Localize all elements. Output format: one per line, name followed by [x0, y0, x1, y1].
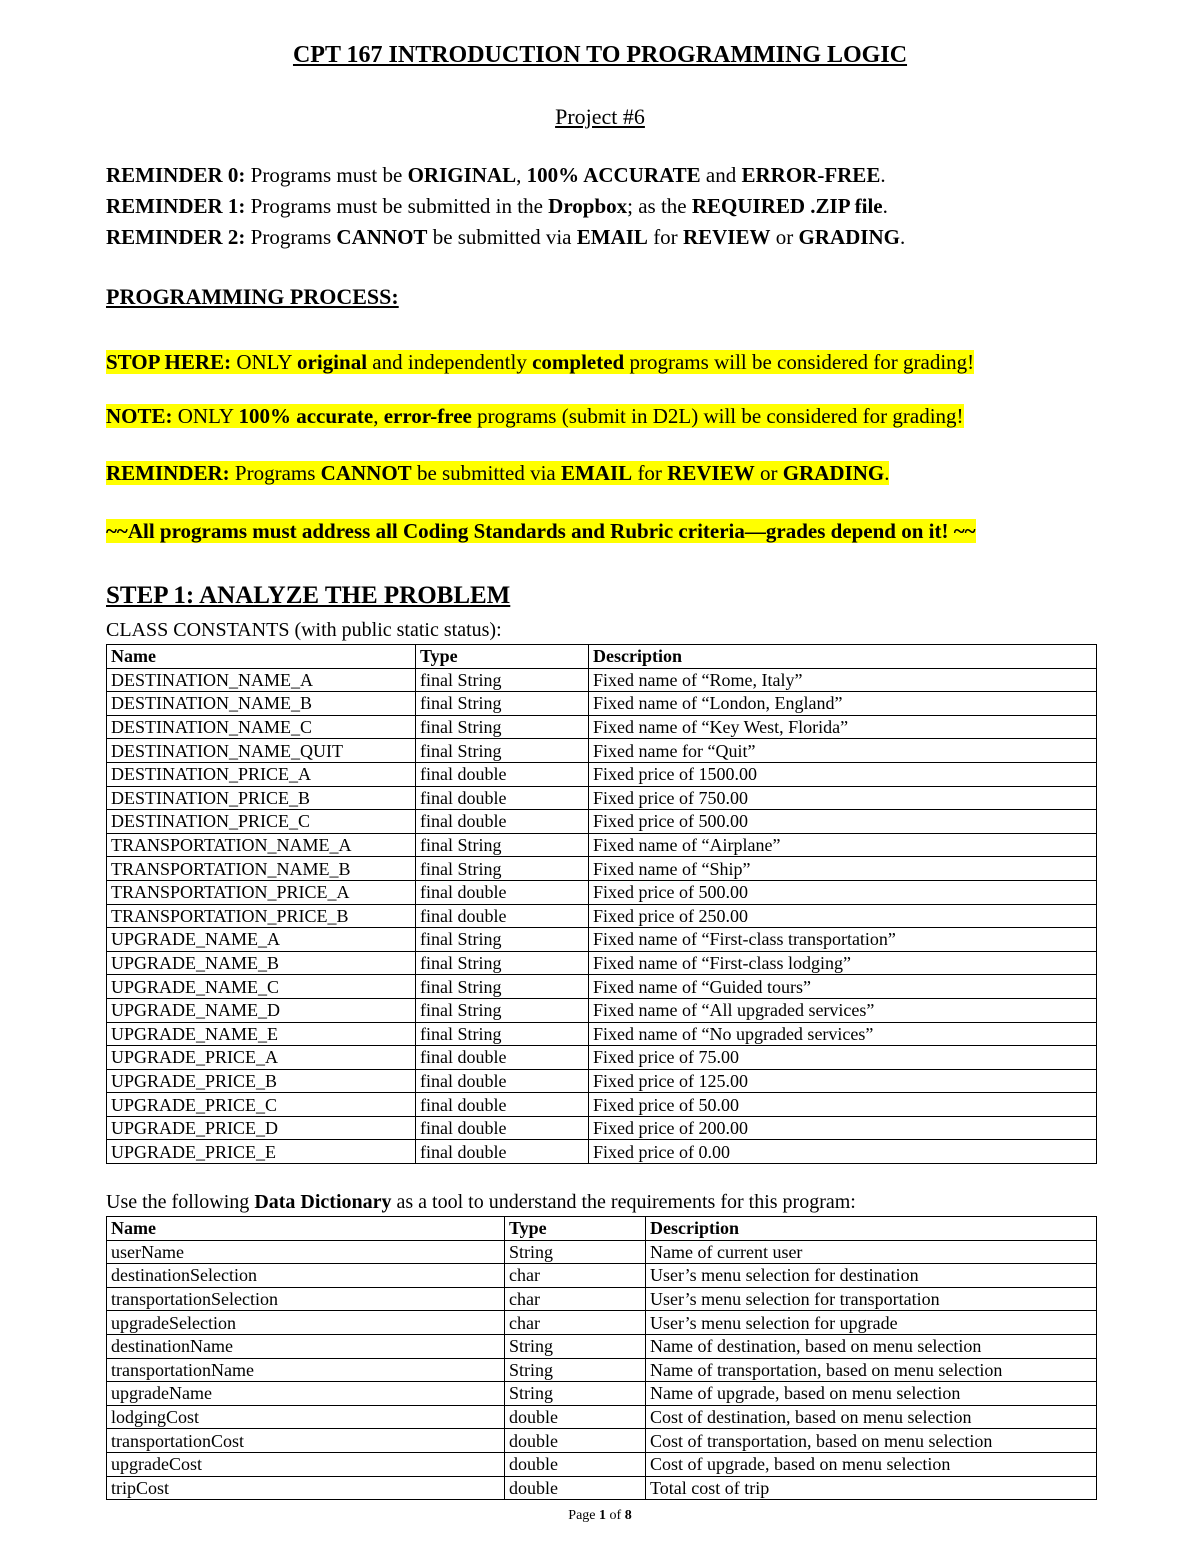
cell-description: Fixed price of 1500.00: [589, 762, 1097, 786]
cell-type: final double: [416, 1140, 589, 1164]
cell-description: Fixed price of 50.00: [589, 1093, 1097, 1117]
table-row: [107, 1358, 1097, 1382]
cell-type: double: [505, 1452, 646, 1476]
cell-name: UPGRADE_PRICE_D: [107, 1116, 416, 1140]
cell-description: User’s menu selection for destination: [646, 1264, 1097, 1288]
cell-description: Fixed price of 500.00: [589, 880, 1097, 904]
cell-name: TRANSPORTATION_PRICE_B: [107, 904, 416, 928]
cell-name: UPGRADE_PRICE_B: [107, 1069, 416, 1093]
cell-description: Fixed price of 750.00: [589, 786, 1097, 810]
column-header: Name: [107, 645, 416, 669]
cell-name: DESTINATION_NAME_QUIT: [107, 739, 416, 763]
data-dictionary-table: [106, 1216, 1097, 1500]
column-header: Name: [107, 1217, 505, 1241]
cell-description: Fixed name of “No upgraded services”: [589, 1022, 1097, 1046]
cell-type: final double: [416, 1046, 589, 1070]
cell-type: final double: [416, 904, 589, 928]
table-row: [107, 1046, 1097, 1070]
cell-type: final String: [416, 692, 589, 716]
accuracy-note: NOTE: ONLY 100% accurate, error-free programs (submit in D2L) will be considered for grading!: [106, 404, 964, 428]
cell-description: Fixed name of “Key West, Florida”: [589, 715, 1097, 739]
cell-type: final double: [416, 880, 589, 904]
table-row: [107, 1382, 1097, 1406]
cell-name: UPGRADE_PRICE_C: [107, 1093, 416, 1117]
table-row: [107, 998, 1097, 1022]
cell-description: Fixed price of 200.00: [589, 1116, 1097, 1140]
cell-name: tripCost: [107, 1476, 505, 1500]
cell-description: Name of upgrade, based on menu selection: [646, 1382, 1097, 1406]
cell-name: lodgingCost: [107, 1405, 505, 1429]
cell-description: Fixed price of 125.00: [589, 1069, 1097, 1093]
cell-description: Fixed name of “Rome, Italy”: [589, 668, 1097, 692]
cell-type: final double: [416, 762, 589, 786]
table-row: [107, 1264, 1097, 1288]
table-row: [107, 1287, 1097, 1311]
stop-here-note: STOP HERE: ONLY original and independently completed programs will be considered for grading!: [106, 350, 975, 374]
cell-name: transportationCost: [107, 1429, 505, 1453]
cell-name: DESTINATION_PRICE_C: [107, 810, 416, 834]
table-row: [107, 951, 1097, 975]
cell-type: final String: [416, 715, 589, 739]
cell-description: Fixed name of “Airplane”: [589, 833, 1097, 857]
table-row: [107, 715, 1097, 739]
table-row: [107, 880, 1097, 904]
cell-name: upgradeName: [107, 1382, 505, 1406]
table-header-row: [107, 1217, 1097, 1241]
project-number: Project #6: [555, 104, 645, 129]
cell-name: TRANSPORTATION_NAME_B: [107, 857, 416, 881]
cell-type: final String: [416, 1022, 589, 1046]
cell-name: DESTINATION_NAME_C: [107, 715, 416, 739]
table-row: [107, 975, 1097, 999]
cell-description: Fixed price of 0.00: [589, 1140, 1097, 1164]
reminder-0: REMINDER 0: Programs must be ORIGINAL, 100% ACCURATE and ERROR-FREE.: [106, 163, 886, 187]
cell-name: UPGRADE_PRICE_E: [107, 1140, 416, 1164]
column-header: Type: [505, 1217, 646, 1241]
table-row: [107, 928, 1097, 952]
table-row: [107, 810, 1097, 834]
cell-name: upgradeSelection: [107, 1311, 505, 1335]
cell-description: Fixed name of “All upgraded services”: [589, 998, 1097, 1022]
cell-type: final double: [416, 810, 589, 834]
email-reminder-note: REMINDER: Programs CANNOT be submitted via EMAIL for REVIEW or GRADING.: [106, 461, 890, 485]
cell-description: User’s menu selection for transportation: [646, 1287, 1097, 1311]
cell-name: transportationName: [107, 1358, 505, 1382]
table-row: [107, 904, 1097, 928]
table-row: [107, 1069, 1097, 1093]
cell-type: String: [505, 1358, 646, 1382]
cell-type: final double: [416, 1116, 589, 1140]
cell-description: Fixed name of “First-class transportation”: [589, 928, 1097, 952]
table-row: [107, 1311, 1097, 1335]
cell-description: Fixed name for “Quit”: [589, 739, 1097, 763]
table-header-row: [107, 645, 1097, 669]
cell-type: final String: [416, 668, 589, 692]
cell-name: DESTINATION_PRICE_B: [107, 786, 416, 810]
cell-description: Name of transportation, based on menu selection: [646, 1358, 1097, 1382]
table-row: [107, 1140, 1097, 1164]
table-row: [107, 739, 1097, 763]
reminder-label: REMINDER 1:: [106, 194, 246, 218]
table-row: [107, 1334, 1097, 1358]
cell-type: final String: [416, 928, 589, 952]
cell-description: User’s menu selection for upgrade: [646, 1311, 1097, 1335]
cell-type: final String: [416, 833, 589, 857]
data-dictionary-caption: Use the following Data Dictionary as a tool to understand the requirements for this program:: [106, 1191, 856, 1213]
cell-type: final String: [416, 739, 589, 763]
document-title: CPT 167 INTRODUCTION TO PROGRAMMING LOGIC: [292, 42, 908, 68]
coding-standards-note: ~~All programs must address all Coding Standards and Rubric criteria—grades depend on it! ~~: [106, 519, 976, 543]
cell-description: Cost of upgrade, based on menu selection: [646, 1452, 1097, 1476]
cell-description: Fixed price of 75.00: [589, 1046, 1097, 1070]
step1-heading: STEP 1: ANALYZE THE PROBLEM: [106, 582, 511, 609]
table-row: [107, 668, 1097, 692]
cell-type: final double: [416, 786, 589, 810]
cell-name: UPGRADE_NAME_B: [107, 951, 416, 975]
cell-name: DESTINATION_NAME_B: [107, 692, 416, 716]
table-row: [107, 1405, 1097, 1429]
cell-type: final double: [416, 1069, 589, 1093]
cell-description: Cost of destination, based on menu selection: [646, 1405, 1097, 1429]
cell-description: Fixed price of 500.00: [589, 810, 1097, 834]
cell-type: double: [505, 1405, 646, 1429]
cell-name: destinationName: [107, 1334, 505, 1358]
cell-name: UPGRADE_PRICE_A: [107, 1046, 416, 1070]
cell-description: Name of current user: [646, 1240, 1097, 1264]
cell-type: double: [505, 1429, 646, 1453]
column-header: Description: [589, 645, 1097, 669]
page-footer: Page 1 of 8: [568, 1508, 632, 1523]
table-row: [107, 1116, 1097, 1140]
reminder-label: REMINDER 2:: [106, 225, 246, 249]
table-row: [107, 1429, 1097, 1453]
cell-name: destinationSelection: [107, 1264, 505, 1288]
cell-description: Fixed name of “Guided tours”: [589, 975, 1097, 999]
reminder-2: REMINDER 2: Programs CANNOT be submitted via EMAIL for REVIEW or GRADING.: [106, 225, 906, 249]
table-row: [107, 1476, 1097, 1500]
cell-type: final String: [416, 975, 589, 999]
cell-description: Cost of transportation, based on menu selection: [646, 1429, 1097, 1453]
cell-type: final double: [416, 1093, 589, 1117]
cell-type: final String: [416, 998, 589, 1022]
table-row: [107, 1452, 1097, 1476]
table-row: [107, 857, 1097, 881]
table-row: [107, 1240, 1097, 1264]
cell-name: transportationSelection: [107, 1287, 505, 1311]
programming-process-heading: PROGRAMMING PROCESS:: [106, 284, 399, 309]
reminders-block: [106, 160, 905, 253]
table-row: [107, 833, 1097, 857]
cell-description: Fixed name of “London, England”: [589, 692, 1097, 716]
cell-type: final String: [416, 857, 589, 881]
cell-type: double: [505, 1476, 646, 1500]
table-row: [107, 692, 1097, 716]
cell-name: UPGRADE_NAME_A: [107, 928, 416, 952]
table-row: [107, 1093, 1097, 1117]
cell-description: Fixed name of “Ship”: [589, 857, 1097, 881]
table-row: [107, 1022, 1097, 1046]
cell-description: Total cost of trip: [646, 1476, 1097, 1500]
cell-description: Fixed price of 250.00: [589, 904, 1097, 928]
cell-description: Name of destination, based on menu selection: [646, 1334, 1097, 1358]
cell-type: char: [505, 1287, 646, 1311]
cell-name: TRANSPORTATION_PRICE_A: [107, 880, 416, 904]
cell-type: char: [505, 1264, 646, 1288]
cell-type: char: [505, 1311, 646, 1335]
table-row: [107, 786, 1097, 810]
cell-type: final String: [416, 951, 589, 975]
cell-name: DESTINATION_PRICE_A: [107, 762, 416, 786]
cell-name: UPGRADE_NAME_E: [107, 1022, 416, 1046]
reminder-1: REMINDER 1: Programs must be submitted in the Dropbox; as the REQUIRED .ZIP file.: [106, 194, 888, 218]
cell-name: userName: [107, 1240, 505, 1264]
cell-type: String: [505, 1382, 646, 1406]
class-constants-table: [106, 644, 1097, 1164]
cell-type: String: [505, 1240, 646, 1264]
constants-caption: CLASS CONSTANTS (with public static status):: [106, 619, 502, 641]
cell-name: UPGRADE_NAME_D: [107, 998, 416, 1022]
cell-name: UPGRADE_NAME_C: [107, 975, 416, 999]
cell-type: String: [505, 1334, 646, 1358]
column-header: Type: [416, 645, 589, 669]
table-row: [107, 762, 1097, 786]
cell-name: upgradeCost: [107, 1452, 505, 1476]
column-header: Description: [646, 1217, 1097, 1241]
cell-name: DESTINATION_NAME_A: [107, 668, 416, 692]
cell-name: TRANSPORTATION_NAME_A: [107, 833, 416, 857]
cell-description: Fixed name of “First-class lodging”: [589, 951, 1097, 975]
reminder-label: REMINDER 0:: [106, 163, 246, 187]
